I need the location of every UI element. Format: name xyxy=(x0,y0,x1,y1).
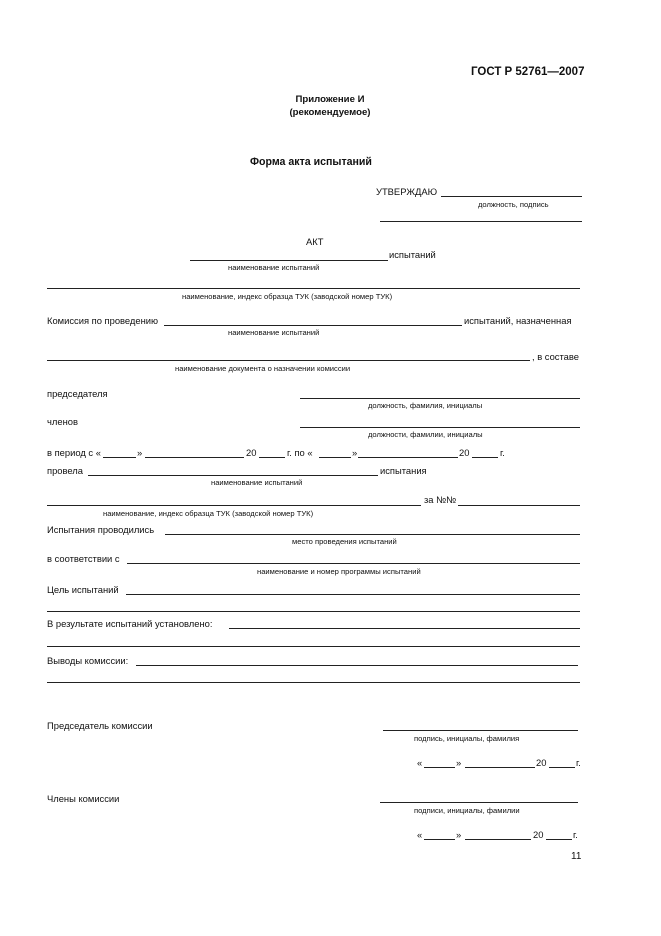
results-line-2 xyxy=(47,646,580,647)
members-date-month-line xyxy=(465,839,531,840)
chair-date-month-line xyxy=(465,767,535,768)
members-caption: должности, фамилии, инициалы xyxy=(368,430,483,439)
page-number: 11 xyxy=(571,851,582,862)
chair-date-day-line xyxy=(424,767,455,768)
approve-position-line xyxy=(380,221,582,222)
members-date-close: » xyxy=(456,829,462,840)
chair-date-g: г. xyxy=(576,757,581,768)
act-tests-word: испытаний xyxy=(389,249,436,260)
members-date-year: 20 xyxy=(533,829,544,840)
commission-label: Комиссия по проведению xyxy=(47,315,159,326)
chair-date-open: « xyxy=(417,757,423,768)
conducted-line xyxy=(88,475,378,476)
purpose-label: Цель испытаний xyxy=(47,584,119,595)
members-date-g: г. xyxy=(573,829,578,840)
purpose-line-2 xyxy=(47,611,580,612)
number-line xyxy=(458,505,580,506)
chair-label: председателя xyxy=(47,388,108,399)
members-line xyxy=(300,427,580,428)
act-name-line xyxy=(190,260,388,261)
conclusions-label: Выводы комиссии: xyxy=(47,655,129,666)
approve-signature-line xyxy=(441,196,582,197)
period-year1: 20 xyxy=(246,447,257,458)
annex-status: (рекомендуемое) xyxy=(289,107,371,118)
place-line xyxy=(165,534,580,535)
chair-signature-label: Председатель комиссии xyxy=(47,720,153,731)
period-prefix: в период с « xyxy=(47,447,101,458)
period-month2-line xyxy=(358,457,458,458)
purpose-line-1 xyxy=(126,594,580,595)
program-caption: наименование и номер программы испытаний xyxy=(257,567,421,576)
period-day1-line xyxy=(103,457,136,458)
commission-line xyxy=(164,325,462,326)
place-label: Испытания проводились xyxy=(47,524,155,535)
sample-line xyxy=(47,288,580,289)
conclusions-line-2 xyxy=(47,682,580,683)
act-name-caption: наименование испытаний xyxy=(228,263,320,272)
members-signature-label: Члены комиссии xyxy=(47,793,120,804)
members-signature-line xyxy=(380,802,578,803)
conducted-caption: наименование испытаний xyxy=(211,478,303,487)
period-close-quote: » xyxy=(137,447,143,458)
conducted-tail: испытания xyxy=(380,465,427,476)
conducted-label: провела xyxy=(47,465,83,476)
period-month1-line xyxy=(145,457,244,458)
chair-date-close: » xyxy=(456,757,462,768)
conclusions-line-1 xyxy=(136,665,578,666)
annex-title: Приложение И xyxy=(295,94,365,105)
period-g: г. xyxy=(500,447,505,458)
members-date-open: « xyxy=(417,829,423,840)
commission-doc-caption: наименование документа о назначении комиссии xyxy=(175,364,351,373)
results-line-1 xyxy=(229,628,580,629)
standard-number: ГОСТ Р 52761—2007 xyxy=(471,66,585,78)
chair-date-year-line xyxy=(549,767,575,768)
program-line xyxy=(127,563,580,564)
place-caption: место проведения испытаний xyxy=(292,537,397,546)
commission-caption: наименование испытаний xyxy=(228,328,320,337)
members-signature-caption: подписи, инициалы, фамилии xyxy=(414,806,520,815)
chair-signature-line xyxy=(383,730,578,731)
members-date-year-line xyxy=(546,839,572,840)
chair-date-year: 20 xyxy=(536,757,547,768)
period-year1-line xyxy=(259,457,285,458)
conducted-sample-caption: наименование, индекс образца ТУК (заводской номер ТУК) xyxy=(103,509,314,518)
period-close-quote2: » xyxy=(352,447,358,458)
period-day2-line xyxy=(319,457,351,458)
period-year2-line xyxy=(472,457,498,458)
act-title: АКТ xyxy=(306,236,324,247)
period-to: г. по « xyxy=(287,447,313,458)
chair-signature-caption: подпись, инициалы, фамилия xyxy=(414,734,520,743)
number-label: за №№ xyxy=(424,494,457,505)
chair-caption: должность, фамилия, инициалы xyxy=(368,401,483,410)
program-label: в соответствии с xyxy=(47,553,120,564)
form-title: Форма акта испытаний xyxy=(250,156,372,168)
chair-line xyxy=(300,398,580,399)
commission-doc-line xyxy=(47,360,530,361)
commission-doc-tail: , в составе xyxy=(532,351,579,362)
members-label: членов xyxy=(47,416,78,427)
period-year2: 20 xyxy=(459,447,470,458)
approve-label: УТВЕРЖДАЮ xyxy=(376,186,438,197)
commission-tail: испытаний, назначенная xyxy=(464,315,572,326)
approve-caption: должность, подпись xyxy=(478,200,549,209)
results-label: В результате испытаний установлено: xyxy=(47,618,213,629)
sample-caption: наименование, индекс образца ТУК (заводской номер ТУК) xyxy=(182,292,393,301)
members-date-day-line xyxy=(424,839,455,840)
conducted-sample-line xyxy=(47,505,421,506)
